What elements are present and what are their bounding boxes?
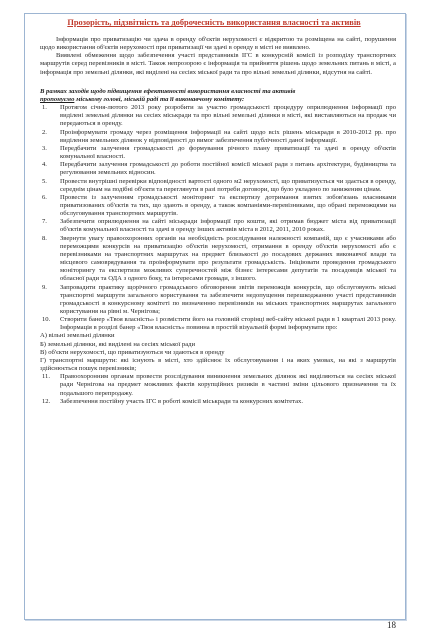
- item-number: 3.: [42, 144, 47, 152]
- item-text: Провести із залученням громадськості моніторинг та експертизу дотримання взятих зобов'язань власниками приватизованих об'єктів та тих, що здають в оренду, а також компаніями-перевізниками, що обрані переможцями на обслуговування транспортних маршрутів.: [60, 193, 396, 218]
- heading-line: В рамках заходів щодо підвищення ефективності використання власності та активів: [40, 87, 296, 95]
- item-number: 5.: [42, 177, 47, 185]
- list-item: [40, 161, 396, 177]
- list-item: [40, 218, 396, 234]
- list-item: [40, 194, 396, 218]
- item-text: Передбачити залучення громадськості до формування річного плану приватизації та здачі в оренду об'єктів комунальної власності.: [60, 144, 396, 161]
- item-text: Запровадити практику щорічного громадського обговорення звітів переможців конкурсів, що обслуговують міські транспортні маршрути загального користування та забезпечити недопущення перешкоджанню участі представників громадськості в конкурсному комітеті по визначенню перевізників на міських транспортних маршрутах загального користування на рівні м. Чернігова;: [60, 283, 396, 315]
- item-number: 10.: [42, 316, 51, 324]
- list-item: [40, 284, 396, 317]
- item-number: 9.: [42, 283, 47, 291]
- document-body: [40, 36, 396, 406]
- page-number: 18: [387, 620, 396, 630]
- sub-item: Б) земельні ділянки, які виділені на сесіях міської ради: [40, 340, 196, 348]
- item-number: 11.: [42, 373, 50, 381]
- item-number: 7.: [42, 218, 47, 226]
- spacer: [40, 77, 396, 85]
- list-item: [40, 129, 396, 145]
- section-title: Прозорість, підзвітність та доброчесність використання власності та активів: [67, 18, 361, 27]
- item-text: Передбачити залучення громадськості до роботи постійної комісії міської ради з питань архітектури, будівництва та регулювання земельних відносин.: [60, 161, 396, 177]
- item-number: 8.: [42, 234, 47, 242]
- item-text: Звернути увагу правоохоронних органів на необхідність розслідування належності компаній, що є учасниками або переможцями конкурсів на приватизацію об'єктів нерухомості, отримання в оренду об'єктів нерухомості або є перевізниками на транспортних маршрутах на предмет близькості до посадових держаних виконавчої влади та місцевого самоврядування та проінформувати про результати громадськість. Ініціювати проведення громадського моніторингу та експертизи можливих суперечностей між бізнес інтересами депутатів та посадовців міської та обласної ради та ОДА з одного боку, та інтересами громади, з іншого.: [60, 234, 396, 283]
- item-text: Створити банер «Твоя власність» і розмістити його на головній сторінці веб-сайту міської ради в 1 кварталі 2013 року. Інформація в розділі банер «Твоя власність» повинна в простій візуальній формі інформувати про:: [60, 316, 396, 332]
- item-text: Протягом січня-лютого 2013 року розробити за участю громадськості процедуру оприлюднення інформації про виділені земельні ділянки на сесіях міськради та про вільні земельні ділянки в місті, які виставляються на продаж чи передаються в оренду.: [60, 104, 396, 128]
- list-item: [40, 235, 396, 284]
- item-text: Забезпечити оприлюднення на сайті міськради інформації про кошти, які отримав бюджет міста від приватизації об'єктів комунальної власності та здачі в оренду інших активів міста в 2012, 2011, 2010 роках.: [60, 218, 396, 234]
- item-number: 12.: [42, 397, 51, 405]
- item-text: Проінформувати громаду через розміщення інформації на сайті щодо всіх рішень міськради в 2010-2012 рр. про виділення земельних ділянок у відповідності до вимог забезпечення публічності даної інформації.: [60, 128, 396, 144]
- item-number: 6.: [42, 193, 47, 201]
- list-item: [40, 398, 396, 406]
- paragraph-2: Виявлені обмеження щодо забезпечення участі представників ІГС в конкурсній комісії із розподілу транспортних маршрутів серед перевізників в місті. Також непрозорою є інформація та прийняття рішень щодо земельних питань в місті, а інформація про земельні ділянки, які виділені на сесіях міської ради та про вільні земельні ділянки, відсутня на сайті.: [40, 52, 396, 76]
- item-text: Правоохоронним органам провести розслідування виникнення земельних ділянок які виділяються на сесіях міської ради Чернігова на предмет можливих фактів корупційних ризиків в частині зміни цільового призначення та їх подальшого перепродажу.: [60, 373, 396, 397]
- list-item: [40, 316, 396, 332]
- sub-item: В) об'єкти нерухомості, що приватизуються чи здаються в оренду: [40, 348, 225, 356]
- sub-item: А) вільні земельні ділянки: [40, 332, 115, 340]
- list-item: [40, 145, 396, 161]
- item-text: Провести внутрішні перевірки відповідності вартості одного м2 нерухомості, що приватизується чи здається в оренду, середнім цінам на подібні об'єкти та переглянути в разі потреби договори, що було укладено по заниженим цінам.: [60, 177, 396, 193]
- list-item: [40, 178, 396, 194]
- item-number: 2.: [42, 128, 47, 136]
- item-number: 4.: [42, 161, 47, 169]
- heading-underlined: пропонуємо: [40, 95, 75, 103]
- paragraph-1: Інформація про приватизацію чи здача в оренду об'єктів нерухомості є відкритою та розміщена на сайті, порушення щодо використання об'єктів нерухомості при приватизації чи здачі в оренду в місті не виявлено.: [40, 36, 396, 52]
- list-item: [40, 104, 396, 128]
- recommendations-heading: [40, 88, 396, 104]
- item-text: Забезпечення постійну участь ІГС в роботі комісії міськради та конкурсних комітетах.: [60, 397, 303, 405]
- sub-item: Г) транспортні маршрути: які існують в місті, хто здійснює їх обслуговування і на яких умовах, на які з маршрутів здійснюється пошук перевізників;: [40, 356, 396, 373]
- item-number: 1.: [42, 104, 47, 112]
- list-item: [40, 373, 396, 397]
- heading-rest: міському голові, міській раді та її виконавчому комітету:: [74, 95, 245, 103]
